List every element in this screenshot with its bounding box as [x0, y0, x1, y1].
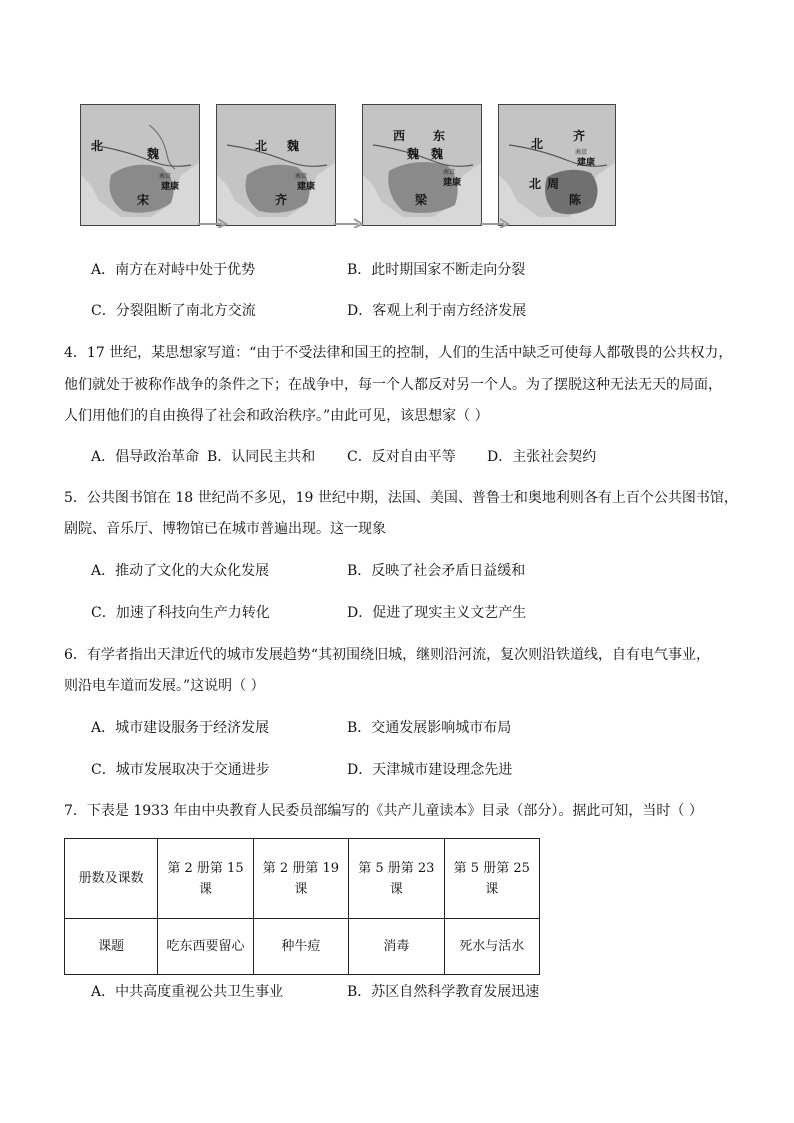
table-cell: 课题 — [65, 919, 158, 975]
arrow-right-icon — [480, 218, 510, 228]
map-label: 魏 — [287, 139, 300, 153]
cell-line: 第 2 册第 19 — [262, 860, 340, 876]
map-label: 齐 — [275, 193, 288, 207]
map-terrain-4 — [499, 105, 615, 225]
table-header-cell — [349, 839, 444, 919]
map-label: 宋 — [137, 193, 150, 207]
q5-option-d[interactable]: D．促进了现实主义文艺产生 — [347, 605, 527, 621]
q7-option-a[interactable]: A．中共高度重视公共卫生事业 — [91, 984, 284, 1000]
map-label: 周 — [547, 177, 560, 191]
map-label: 南京 — [295, 173, 308, 180]
q5-option-c[interactable]: C．加速了科技向生产力转化 — [91, 605, 270, 621]
map-label: 魏 — [407, 147, 420, 161]
q7-stem: 7．下表是 1933 年由中央教育人民委员部编写的《共产儿童读本》目录（部分）。据此可知，当时（ ） — [64, 803, 703, 819]
q6-option-d[interactable]: D．天津城市建设理念先进 — [347, 762, 513, 778]
arrow-right-icon — [198, 218, 228, 228]
map-sequence — [80, 100, 596, 235]
q6-option-a[interactable]: A．城市建设服务于经济发展 — [91, 720, 270, 736]
map-label: 北 — [255, 139, 268, 153]
q5-option-b[interactable]: B．反映了社会矛盾日益缓和 — [347, 563, 526, 579]
map-label: 北 — [91, 139, 104, 153]
q4-stem-line: 人们用他们的自由换得了社会和政治秩序。”由此可见，该思想家（ ） — [64, 408, 489, 424]
map-label: 建康 — [577, 158, 596, 168]
table-header-cell — [253, 839, 348, 919]
q6-stem-line: 则沿电车道而发展。”这说明（ ） — [64, 678, 265, 694]
q3-option-d[interactable]: D．客观上利于南方经济发展 — [347, 303, 527, 319]
map-label: 梁 — [415, 193, 428, 207]
map-label: 南京 — [443, 169, 456, 176]
cell-line: 第 5 册第 23 — [358, 860, 435, 876]
table-header-cell: 册数及课数 — [65, 839, 158, 919]
q3-option-a[interactable]: A．南方在对峙中处于优势 — [91, 262, 256, 278]
map-panel-2 — [216, 104, 336, 226]
q6-option-c[interactable]: C．城市发展取决于交通进步 — [91, 762, 270, 778]
map-label: 建康 — [297, 182, 316, 192]
q4-option-d[interactable]: D．主张社会契约 — [487, 449, 597, 465]
cell-line: 课 — [294, 881, 308, 897]
cell-line: 课 — [485, 881, 499, 897]
table-header-cell — [444, 839, 539, 919]
q4-option-a[interactable]: A．倡导政治革命 — [91, 449, 200, 465]
arrow-right-icon — [334, 218, 364, 228]
table-cell: 吃东西要留心 — [158, 919, 253, 975]
q7-option-b[interactable]: B．苏区自然科学教育发展迅速 — [347, 984, 540, 1000]
table-cell: 死水与活水 — [444, 919, 539, 975]
map-label: 魏 — [431, 147, 444, 161]
q5-stem-line: 剧院、音乐厅、博物馆已在城市普遍出现。这一现象 — [64, 521, 386, 537]
table-row — [65, 919, 540, 975]
q3-option-c[interactable]: C．分裂阻断了南北方交流 — [91, 303, 256, 319]
map-label: 建康 — [443, 178, 462, 188]
q3-option-b[interactable]: B．此时期国家不断走向分裂 — [347, 262, 526, 278]
map-label: 西 — [393, 129, 406, 143]
cell-line: 第 5 册第 25 — [453, 860, 530, 876]
map-label: 齐 — [573, 129, 586, 143]
map-label: 北 — [531, 137, 544, 151]
map-label: 南京 — [575, 149, 588, 156]
map-label: 南京 — [159, 173, 172, 180]
map-panel-4 — [498, 104, 616, 226]
q4-option-c[interactable]: C．反对自由平等 — [347, 449, 456, 465]
map-label: 魏 — [147, 147, 160, 161]
q4-option-b[interactable]: B．认同民主共和 — [207, 449, 316, 465]
map-panel-1 — [80, 104, 200, 226]
catalog-table — [64, 838, 540, 975]
q5-option-a[interactable]: A．推动了文化的大众化发展 — [91, 563, 270, 579]
map-label: 东 — [433, 129, 446, 143]
table-header-cell: 第 2 册第 15 课 — [158, 839, 253, 919]
map-label: 陈 — [569, 193, 582, 207]
q4-stem-line: 他们就处于被称作战争的条件之下；在战争中，每一个人都反对另一个人。为了摆脱这种无法无天的局面， — [64, 377, 722, 393]
cell-line: 课 — [389, 881, 403, 897]
q5-stem-line: 5．公共图书馆在 18 世纪尚不多见，19 世纪中期，法国、美国、普鲁士和奥地利则各有上百个公共图书馆， — [64, 490, 738, 506]
table-header-row — [65, 839, 540, 919]
table-cell: 种牛痘 — [253, 919, 348, 975]
table-cell: 消毒 — [349, 919, 444, 975]
map-label: 建康 — [161, 182, 180, 192]
q6-option-b[interactable]: B．交通发展影响城市布局 — [347, 720, 512, 736]
q6-stem-line: 6．有学者指出天津近代的城市发展趋势“其初围绕旧城，继则沿河流，复次则沿铁道线，自有电气事业， — [64, 647, 711, 663]
map-panel-3 — [362, 104, 482, 226]
map-label: 北 — [529, 177, 542, 191]
q4-stem-line: 4．17 世纪，某思想家写道：“由于不受法律和国王的控制，人们的生活中缺乏可使每人都敬畏的公共权力， — [64, 345, 733, 361]
